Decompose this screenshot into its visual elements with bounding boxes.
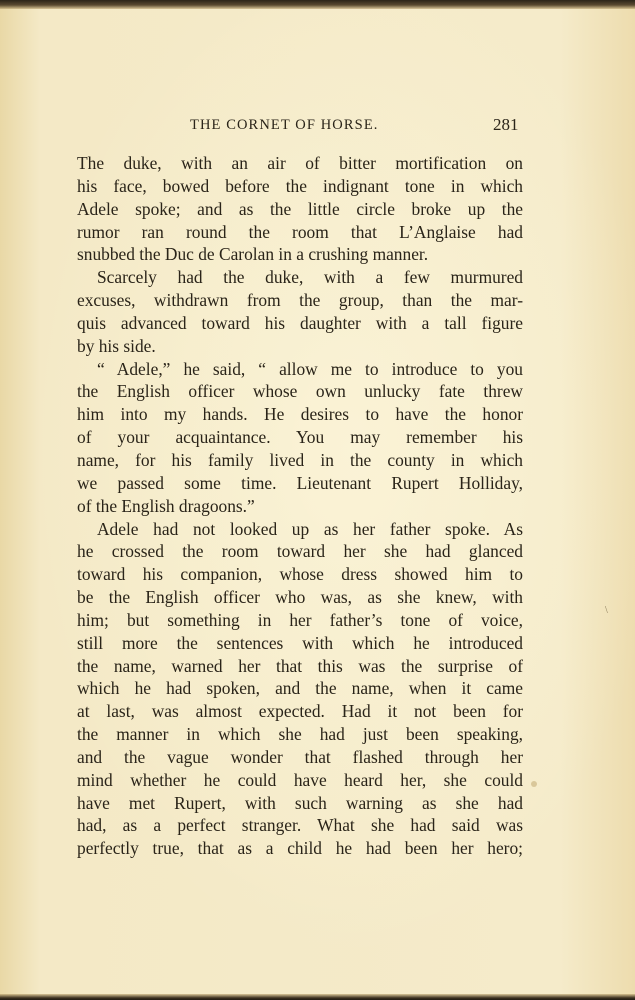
page-top-edge [0, 0, 635, 9]
text-line: quis advanced toward his daughter with a tall figure [77, 312, 523, 333]
text-line: rumor ran round the room that L’Anglaise had [77, 221, 523, 242]
text-line: and the vague wonder that flashed through her [77, 746, 523, 767]
text-line: which he had spoken, and the name, when it came [77, 678, 523, 699]
text-line: excuses, withdrawn from the group, than the mar- [77, 290, 523, 311]
text-line: we passed some time. Lieutenant Rupert Holliday, [77, 472, 523, 493]
page-number: 281 [493, 115, 519, 134]
text-line: mind whether he could have heard her, she could [77, 769, 523, 790]
body-text [77, 152, 523, 860]
text-line: toward his companion, whose dress showed him to [77, 564, 523, 585]
text-line: the manner in which she had just been speaking, [77, 724, 523, 745]
text-line: be the English officer who was, as she knew, with [77, 587, 523, 608]
text-line: of your acquaintance. You may remember his [77, 427, 523, 448]
running-title: THE CORNET OF HORSE. [190, 117, 379, 133]
text-line: have met Rupert, with such warning as she had [77, 792, 523, 813]
text-line: he crossed the room toward her she had glanced [77, 541, 523, 562]
paper-blemish [531, 781, 537, 787]
text-line: Adele spoke; and as the little circle broke up the [77, 198, 523, 219]
text-line: name, for his family lived in the county in which [77, 449, 523, 470]
text-line: at last, was almost expected. Had it not been for [77, 701, 523, 722]
paper-mark: \ [605, 605, 608, 616]
text-line: snubbed the Duc de Carolan in a crushing manner. [77, 244, 429, 265]
text-line: him; but something in her father’s tone of voice, [77, 609, 523, 630]
text-line: the name, warned her that this was the surprise of [77, 655, 523, 676]
text-line: him into my hands. He desires to have the honor [77, 404, 523, 425]
text-line: The duke, with an air of bitter mortification on [77, 153, 523, 173]
text-line: still more the sentences with which he introduced [77, 632, 523, 653]
text-line: the English officer whose own unlucky fate threw [77, 381, 523, 402]
text-line: had, as a perfect stranger. What she had said was [77, 815, 523, 836]
page-header [0, 115, 635, 137]
page-bottom-edge [0, 994, 635, 1000]
text-line: Adele had not looked up as her father spoke. As [97, 518, 523, 539]
text-line: his face, bowed before the indignant tone in which [77, 175, 523, 196]
text-line: of the English dragoons.” [77, 495, 255, 516]
text-line: perfectly true, that as a child he had been her hero; [77, 838, 523, 859]
text-line: Scarcely had the duke, with a few murmured [97, 267, 523, 288]
text-line: by his side. [77, 335, 156, 356]
text-line: “ Adele,” he said, “ allow me to introduce to you [97, 358, 523, 379]
